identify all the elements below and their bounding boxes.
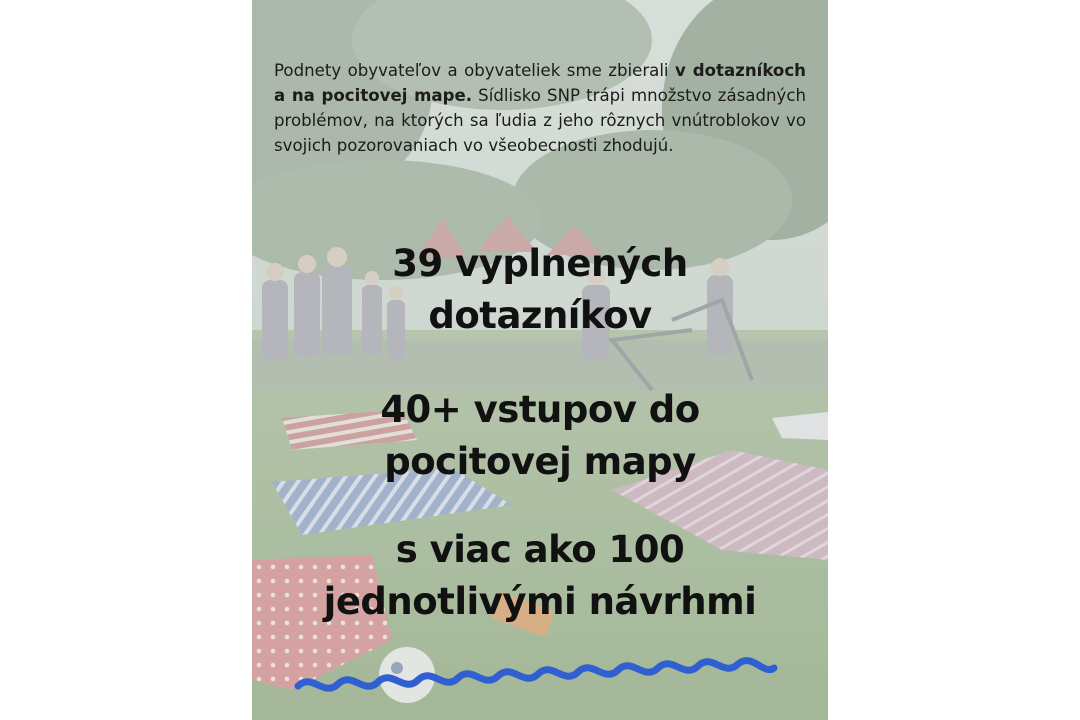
info-poster xyxy=(252,0,828,720)
intro-text-end: Sídlisko SNP trápi množstvo zásadných problémov, na ktorých sa ľudia z jeho rôznych vnútroblokov vo svojich pozorovaniach vo všeobecnosti zhodujú. xyxy=(274,86,806,155)
stat-questionnaires-line2: dotazníkov xyxy=(428,294,652,337)
intro-text-bold: v dotazníkoch a na pocitovej mape. xyxy=(274,61,806,105)
stat-questionnaires xyxy=(252,238,828,342)
stat-map-entries-line1: 40+ vstupov do xyxy=(380,388,700,431)
intro-text-start: Podnety obyvateľov a obyvateliek sme zbierali xyxy=(274,61,675,80)
intro-paragraph xyxy=(274,58,806,158)
stat-proposals-line1: s viac ako 100 xyxy=(395,528,685,571)
stat-proposals xyxy=(252,524,828,628)
stat-map-entries xyxy=(252,384,828,488)
stat-questionnaires-line1: 39 vyplnených xyxy=(392,242,688,285)
stat-map-entries-line2: pocitovej mapy xyxy=(384,440,696,483)
stat-proposals-line2: jednotlivými návrhmi xyxy=(323,580,757,623)
